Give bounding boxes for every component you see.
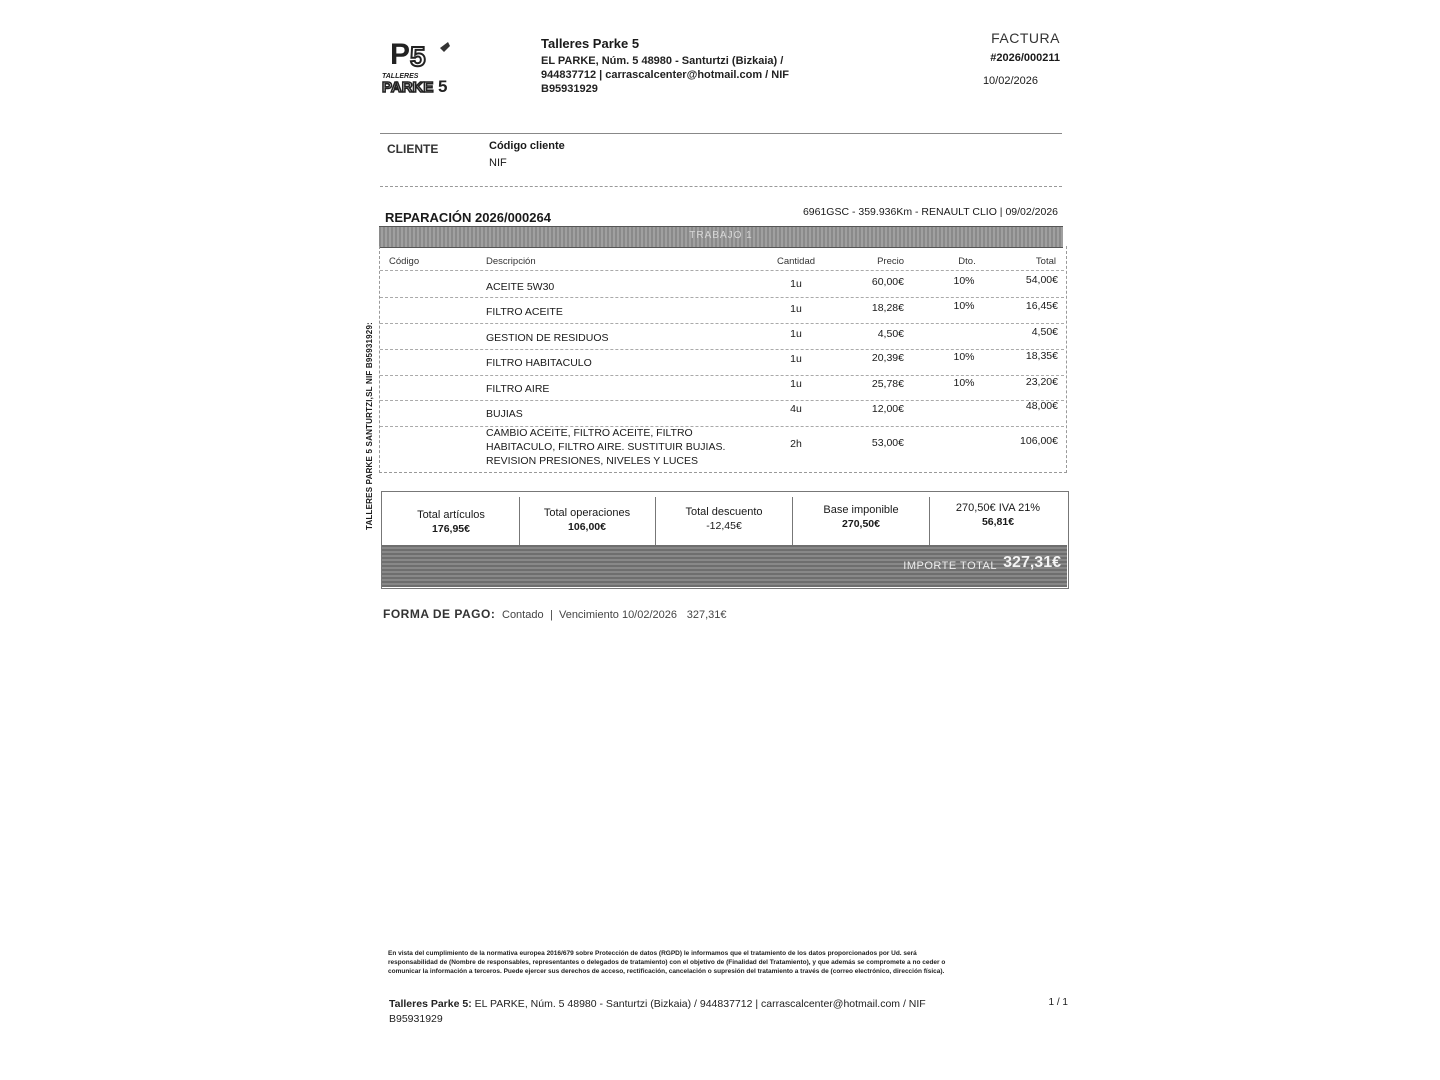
header-total: Total bbox=[1035, 256, 1056, 267]
row-quantity: 2h bbox=[790, 438, 802, 450]
legal-notice: En vista del cumplimiento de la normativa europea 2016/679 sobre Protección de datos (RGPD) le informamos que el tratamiento de los datos proporcionados por Ud. será responsabilidad de (Nombre de responsables, representantes o delegados de tratamiento) con el objetivo de (Finalidad del Tratamiento), y que además se compromete a no ceder o comunicar la información a terceros. Puede ejercer sus derechos de acceso, rectificación, cancelación o supresión del tratamiento a través de (correo electrónico, dirección física). bbox=[388, 950, 946, 975]
total-operations-value: 106,00€ bbox=[568, 521, 606, 533]
row-price: 4,50€ bbox=[877, 328, 904, 340]
row-description: BUJIAS bbox=[486, 408, 523, 420]
invoice-label: FACTURA bbox=[991, 30, 1060, 46]
header-code: Código bbox=[389, 256, 420, 267]
logo-graphic bbox=[380, 36, 456, 94]
row-description: GESTION DE RESIDUOS bbox=[486, 332, 609, 344]
row-total: 106,00€ bbox=[1020, 435, 1058, 447]
total-operations bbox=[519, 497, 656, 545]
table-row bbox=[380, 297, 1064, 324]
row-price: 18,28€ bbox=[871, 302, 904, 314]
payment-info: FORMA DE PAGO: Contado | Vencimiento 10/02/2026 327,31€ bbox=[383, 607, 727, 621]
payment-method: Contado bbox=[502, 609, 544, 621]
payment-due: Vencimiento 10/02/2026 bbox=[558, 609, 678, 621]
svg-text:PARKE: PARKE bbox=[382, 79, 434, 94]
row-price: 53,00€ bbox=[871, 437, 904, 449]
work-band-label: TRABAJO 1 bbox=[689, 230, 753, 241]
row-quantity: 4u bbox=[790, 403, 802, 415]
total-discount-label: Total descuento bbox=[685, 506, 763, 518]
header-description: Descripción bbox=[486, 256, 536, 267]
total-articles-label: Total artículos bbox=[417, 509, 485, 521]
iva-label: 270,50€ IVA 21% bbox=[955, 502, 1041, 514]
row-price: 20,39€ bbox=[871, 352, 904, 364]
row-total: 16,45€ bbox=[1025, 300, 1058, 312]
row-quantity: 1u bbox=[790, 278, 802, 290]
payment-label: FORMA DE PAGO: bbox=[383, 607, 496, 621]
header-divider bbox=[380, 270, 1064, 271]
grand-total-band bbox=[382, 545, 1067, 587]
row-quantity: 1u bbox=[790, 353, 802, 365]
row-total: 48,00€ bbox=[1025, 400, 1058, 412]
client-box bbox=[380, 133, 1062, 187]
table-row bbox=[380, 323, 1064, 350]
row-description: FILTRO AIRE bbox=[486, 383, 550, 395]
row-quantity: 1u bbox=[790, 328, 802, 340]
client-label: CLIENTE bbox=[387, 142, 439, 156]
header-discount: Dto. bbox=[958, 256, 976, 267]
row-discount: 10% bbox=[953, 275, 975, 287]
row-discount: 10% bbox=[953, 351, 975, 363]
row-quantity: 1u bbox=[790, 303, 802, 315]
row-price: 60,00€ bbox=[871, 276, 904, 288]
row-discount: 10% bbox=[953, 300, 975, 312]
grand-total-label: IMPORTE TOTAL bbox=[903, 560, 997, 572]
total-discount-value: -12,45€ bbox=[706, 520, 742, 532]
row-description: FILTRO ACEITE bbox=[486, 306, 563, 318]
row-price: 12,00€ bbox=[871, 403, 904, 415]
total-discount bbox=[656, 497, 793, 545]
repair-title: REPARACIÓN 2026/000264 bbox=[385, 210, 551, 225]
company-logo bbox=[380, 36, 456, 94]
table-row bbox=[380, 272, 1064, 298]
row-discount: 10% bbox=[953, 377, 975, 389]
client-code-label: Código cliente bbox=[489, 140, 565, 152]
payment-amount: 327,31€ bbox=[686, 609, 727, 621]
iva bbox=[930, 497, 1066, 545]
side-legal-text: TALLERES PARKE 5 SANTURTZI,SL NIF B95931929: bbox=[365, 322, 374, 530]
row-quantity: 1u bbox=[790, 378, 802, 390]
row-price: 25,78€ bbox=[871, 378, 904, 390]
row-total: 23,20€ bbox=[1025, 376, 1058, 388]
row-description: ACEITE 5W30 bbox=[486, 281, 555, 293]
invoice-number: #2026/000211 bbox=[990, 52, 1060, 64]
footer-company-address: EL PARKE, Núm. 5 48980 - Santurtzi (Bizkaia) / 944837712 | carrascalcenter@hotmail.com / NIF B95931929 bbox=[389, 998, 926, 1025]
total-operations-label: Total operaciones bbox=[543, 507, 631, 519]
header-price: Precio bbox=[877, 256, 904, 267]
work-band bbox=[379, 226, 1063, 248]
tax-base-label: Base imponible bbox=[823, 504, 899, 516]
total-articles-value: 176,95€ bbox=[432, 523, 470, 535]
table-row bbox=[380, 426, 1064, 472]
repair-vehicle: 6961GSC - 359.936Km - RENAULT CLIO | 09/02/2026 bbox=[802, 206, 1058, 218]
row-total: 18,35€ bbox=[1025, 350, 1058, 362]
tax-base-value: 270,50€ bbox=[842, 518, 880, 530]
table-row bbox=[380, 349, 1064, 376]
total-articles bbox=[383, 497, 520, 545]
svg-text:5: 5 bbox=[438, 77, 448, 94]
svg-text:TALLERES: TALLERES bbox=[382, 73, 419, 80]
tax-base bbox=[793, 497, 930, 545]
page-number: 1 / 1 bbox=[1048, 997, 1068, 1008]
svg-text:P: P bbox=[390, 38, 411, 71]
row-total: 4,50€ bbox=[1031, 326, 1058, 338]
footer-address bbox=[389, 997, 969, 1027]
iva-value: 56,81€ bbox=[981, 516, 1015, 528]
table-row bbox=[380, 400, 1064, 427]
client-nif-label: NIF bbox=[489, 157, 507, 169]
invoice-date: 10/02/2026 bbox=[982, 75, 1038, 87]
footer-company-name: Talleres Parke 5: bbox=[389, 998, 472, 1010]
company-name: Talleres Parke 5 bbox=[541, 36, 640, 51]
table-row bbox=[380, 375, 1064, 401]
svg-text:5: 5 bbox=[410, 41, 426, 72]
row-description: CAMBIO ACEITE, FILTRO ACEITE, FILTRO HABITACULO, FILTRO AIRE. SUSTITUIR BUJIAS. REVISION PRESIONES, NIVELES Y LUCES bbox=[486, 427, 726, 467]
grand-total-value: 327,31€ bbox=[1003, 554, 1061, 571]
company-address: EL PARKE, Núm. 5 48980 - Santurtzi (Bizkaia) / 944837712 | carrascalcenter@hotmail.com / NIF B95931929 bbox=[541, 55, 789, 95]
row-description: FILTRO HABITACULO bbox=[486, 357, 592, 369]
row-total: 54,00€ bbox=[1025, 274, 1058, 286]
header-quantity: Cantidad bbox=[776, 256, 816, 267]
